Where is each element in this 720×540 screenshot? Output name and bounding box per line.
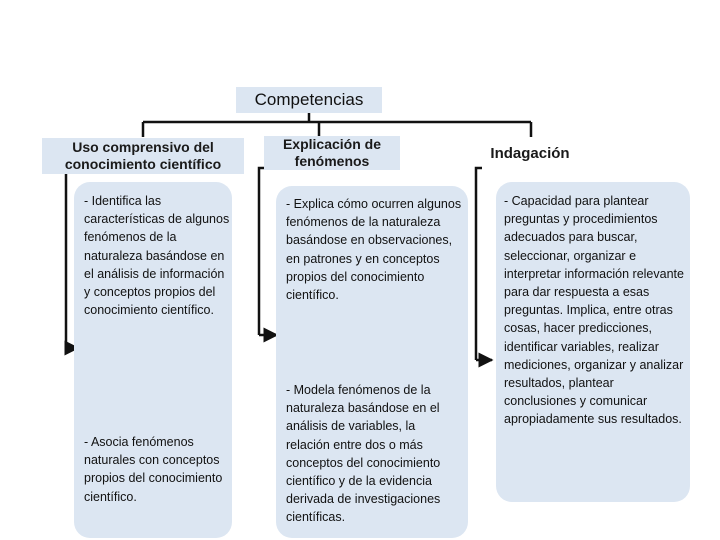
bracket-col3 — [476, 168, 482, 360]
column-2-item-2: - Modela fenómenos de la naturaleza basándose en el análisis de variables, la relación entre dos o más conceptos del conocimiento científico y de la evidencia derivada de investigaciones científicas. — [286, 383, 441, 525]
column-header-label: Indagación — [490, 144, 570, 162]
column-3-item-1: - Capacidad para plantear preguntas y procedimientos adecuados para buscar, seleccionar, organizar e interpretar información relevante para dar respuesta a esas preguntas. Implica, entre otras cosas, hacer predicciones, identificar variables, realizar mediciones, organizar y analizar resultados, plantear conclusiones y comunicar apropiadamente sus resultados. — [504, 194, 684, 427]
bracket-col1 — [66, 168, 72, 348]
column-header-uso-comprensivo — [42, 138, 244, 174]
root-title: Competencias — [254, 90, 364, 109]
root-node-competencias — [236, 87, 382, 113]
column-header-label: Explicación de fenómenos — [282, 136, 382, 169]
column-header-label: Uso comprensivo del conocimiento científico — [64, 139, 222, 172]
column-2-item-1: - Explica cómo ocurren algunos fenómenos de la naturaleza basándose en observaciones, en patrones y en conceptos propios del conocimiento científico. — [286, 197, 462, 303]
column-header-indagacion — [480, 141, 580, 165]
column-1-item-1: - Identifica las características de algunos fenómenos de la naturaleza basándose en el análisis de información y conceptos propios del conocimiento científico. — [84, 194, 230, 318]
column-1-item-2: - Asocia fenómenos naturales con conceptos propios del conocimiento científico. — [84, 435, 223, 504]
bracket-col2 — [259, 168, 265, 335]
column-header-explicacion — [264, 136, 400, 170]
